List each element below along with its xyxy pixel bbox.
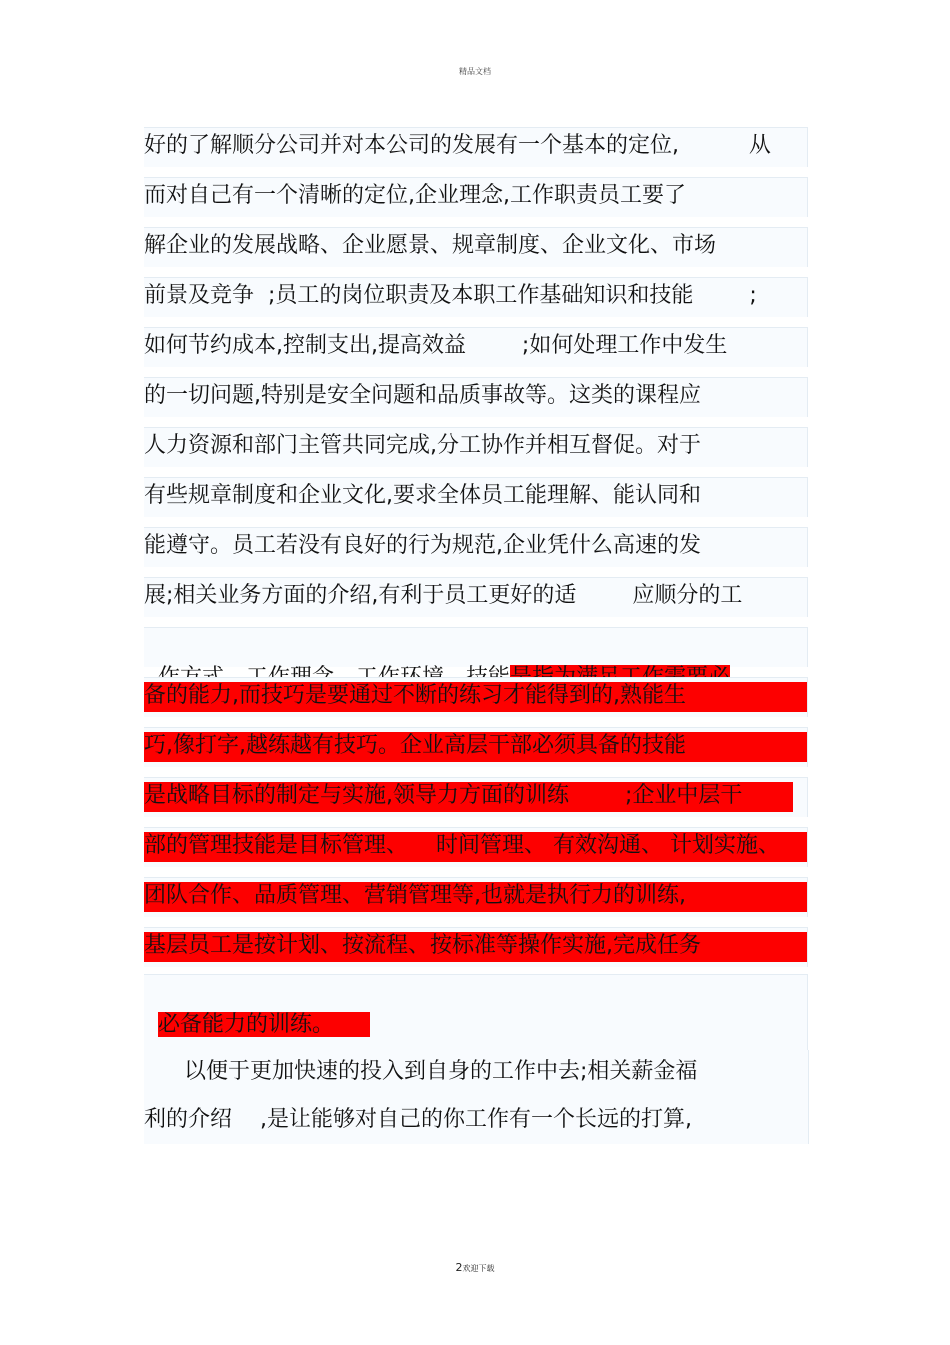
text-line: 有些规章制度和企业文化,要求全体员工能理解、能认同和: [144, 477, 808, 517]
text-line: 好的了解顺分公司并对本公司的发展有一个基本的定位, 从: [144, 127, 808, 167]
highlighted-line: 部的管理技能是目标管理、 时间管理、 有效沟通、 计划实施、: [144, 827, 808, 867]
text-line: 利的介绍 ,是让能够对自己的你工作有一个长远的打算,: [144, 1107, 692, 1132]
highlighted-line: 巧,像打字,越练越有技巧。企业高层干部必须具备的技能: [144, 727, 808, 767]
page-number: 2: [455, 1261, 463, 1274]
page-footer: [0, 1261, 950, 1274]
text-line: 人力资源和部门主管共同完成,分工协作并相互督促。对于: [144, 427, 808, 467]
text-line: 的一切问题,特别是安全问题和品质事故等。这类的课程应: [144, 377, 808, 417]
text-line: 如何节约成本,控制支出,提高效益 ;如何处理工作中发生: [144, 327, 808, 367]
text-line: 而对自己有一个清晰的定位,企业理念,工作职责员工要了: [144, 177, 808, 217]
highlighted-text: 必备能力的训练。: [158, 1012, 370, 1037]
footer-text: 欢迎下载: [462, 1264, 495, 1273]
highlighted-line: 团队合作、品质管理、营销管理等,也就是执行力的训练,: [144, 877, 808, 917]
highlighted-line: 是战略目标的制定与实施,领导力方面的训练 ;企业中层干: [144, 777, 808, 817]
text-line-last-highlight: [144, 974, 808, 1050]
page-header: 精品文档: [459, 67, 491, 76]
text-line: 展;相关业务方面的介绍,有利于员工更好的适 应顺分的工: [144, 577, 808, 617]
text-line-partial-highlight: [144, 627, 808, 667]
highlighted-line: 备的能力,而技巧是要通过不断的练习才能得到的,熟能生: [144, 677, 808, 717]
text-line: 能遵守。员工若没有良好的行为规范,企业凭什么高速的发: [144, 527, 808, 567]
text-line: 解企业的发展战略、企业愿景、规章制度、企业文化、市场: [144, 227, 808, 267]
highlighted-line: 基层员工是按计划、按流程、按标准等操作实施,完成任务: [144, 927, 808, 967]
text-line: 以便于更加快速的投入到自身的工作中去;相关薪金福: [184, 1059, 698, 1084]
text-line: 前景及竞争 ;员工的岗位职责及本职工作基础知识和技能 ;: [144, 277, 808, 317]
